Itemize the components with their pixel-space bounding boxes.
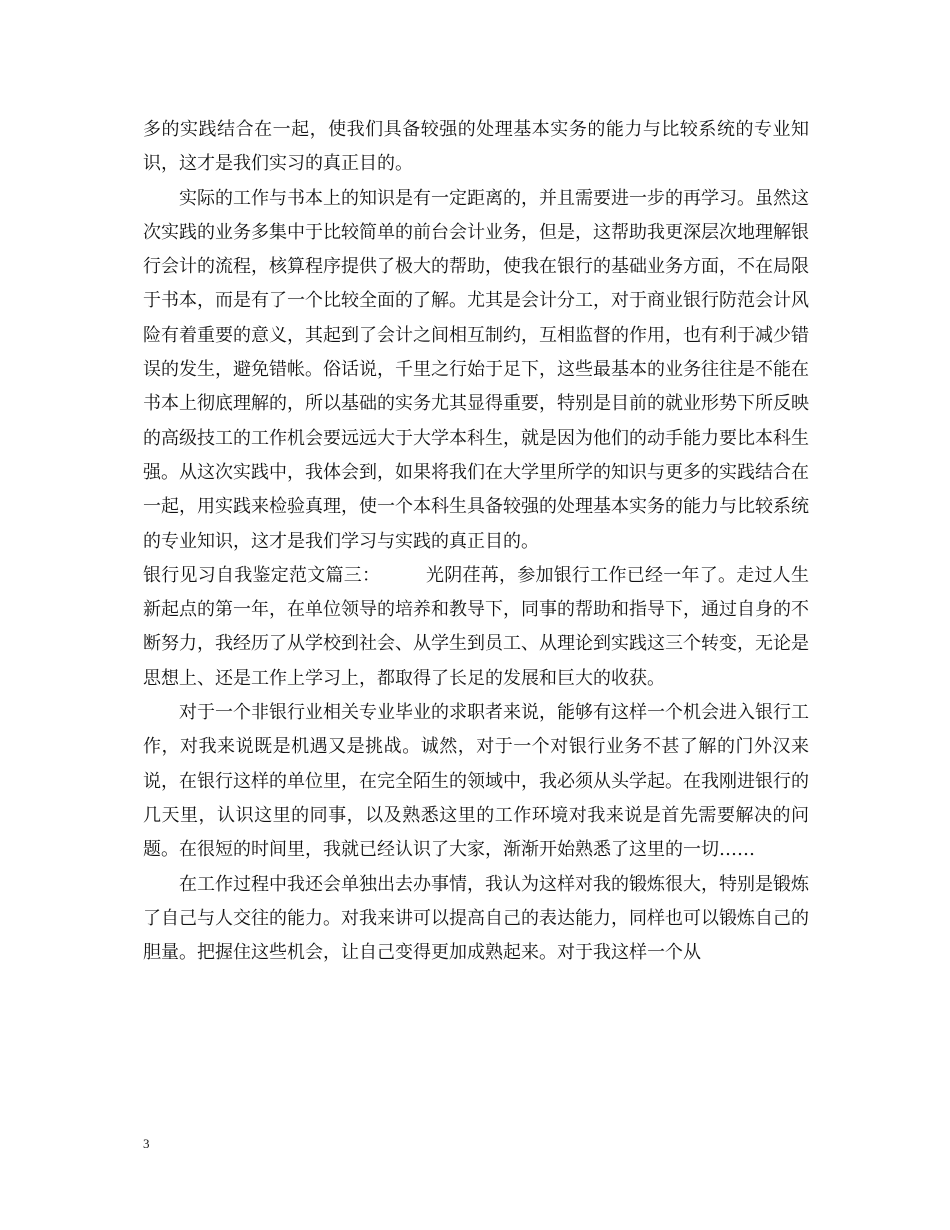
paragraph-2: 实际的工作与书本上的知识是有一定距离的，并且需要进一步的再学习。虽然这次实践的业务多集中于比较简单的前台会计业务，但是，这帮助我更深层次地理解银行会计的流程，核算程序提供了极大的帮助，使我在银行的基础业务方面，不在局限于书本，而是有了一个比较全面的了解。尤其是会计分工，对于商业银行防范会计风险有着重要的意义，其起到了会计之间相互制约，互相监督的作用，也有利于减少错误的发生，避免错帐。俗话说，千里之行始于足下，这些最基本的业务往往是不能在书本上彻底理解的，所以基础的实务尤其显得重要，特别是目前的就业形势下所反映的高级技工的工作机会要远远大于大学本科生，就是因为他们的动手能力要比本科生强。从这次实践中，我体会到，如果将我们在大学里所学的知识与更多的实践结合在一起，用实践来检验真理，使一个本科生具备较强的处理基本实务的能力与比较系统的专业知识，这才是我们学习与实践的真正目的。	[143, 187, 809, 552]
body-text	[143, 113, 809, 970]
paragraph-4: 对于一个非银行业相关专业毕业的求职者来说，能够有这样一个机会进入银行工作，对我来说既是机遇又是挑战。诚然，对于一个对银行业务不甚了解的门外汉来说，在银行这样的单位里，在完全陌生的领域中，我必须从头学起。在我刚进银行的几天里，认识这里的同事，以及熟悉这里的工作环境对我来说是首先需要解决的问题。在很短的时间里，我就已经认识了大家，渐渐开始熟悉了这里的一切……	[143, 702, 809, 861]
paragraph-5: 在工作过程中我还会单独出去办事情，我认为这样对我的锻炼很大，特别是锻炼了自己与人交往的能力。对我来讲可以提高自己的表达能力，同样也可以锻炼自己的胆量。把握住这些机会，让自己变得更加成熟起来。对于我这样一个从	[143, 873, 809, 964]
paragraph-1: 多的实践结合在一起，使我们具备较强的处理基本实务的能力与比较系统的专业知识，这才是我们实习的真正目的。	[143, 119, 809, 175]
page-number: 3	[143, 1136, 150, 1151]
paragraph-3: 银行见习自我鉴定范文篇三： 光阴荏苒，参加银行工作已经一年了。走过人生新起点的第一年，在单位领导的培养和教导下，同事的帮助和指导下，通过自身的不断努力，我经历了从学校到社会、从学生到员工、从理论到实践这三个转变，无论是思想上、还是工作上学习上，都取得了长足的发展和巨大的收获。	[143, 564, 809, 689]
